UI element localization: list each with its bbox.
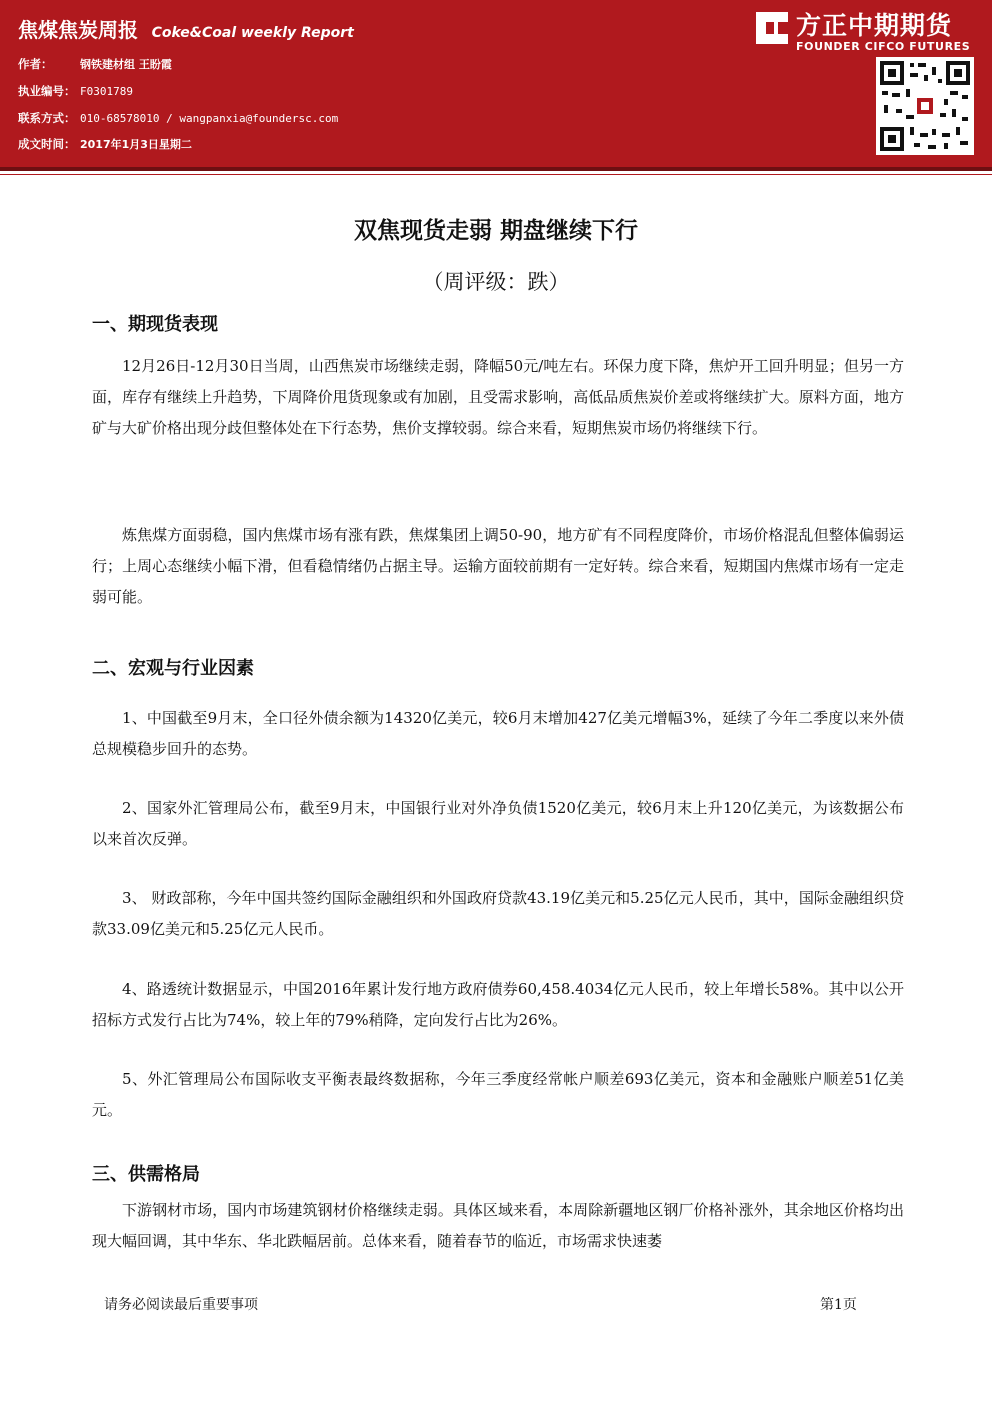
author-label: 作者： xyxy=(18,57,53,71)
header-rule xyxy=(0,167,992,171)
paragraph: 12月26日-12月30日当周，山西焦炭市场继续走弱，降幅50元/吨左右。环保力度下降，焦炉开工回升明显；但另一方面，库存有继续上升趋势，下周降价甩货现象或有加剧，且受需求影响，高低品质焦炭价差或将继续扩大。原料方面，地方矿与大矿价格出现分歧但整体处在下行态势，焦价支撑较弱。综合来看，短期焦炭市场仍将继续下行。 xyxy=(92,357,904,437)
license-value: F0301789 xyxy=(80,85,133,98)
report-title xyxy=(18,14,354,43)
qr-code xyxy=(876,57,974,155)
logo-text-en: FOUNDER CIFCO FUTURES xyxy=(796,40,971,53)
contact-row xyxy=(18,110,338,126)
contact-value: 010-68578010 / wangpanxia@foundersc.com xyxy=(80,112,339,125)
date-row xyxy=(18,136,192,152)
footer-notice: 请务必阅读最后重要事项 xyxy=(104,1297,258,1313)
weekly-rating: （周评级：跌） xyxy=(422,270,570,294)
report-header xyxy=(0,0,992,167)
date-label: 成文时间： xyxy=(18,137,76,151)
author-row xyxy=(18,56,172,72)
logo-mark-icon xyxy=(754,10,790,46)
paragraph: 4、路透统计数据显示，中国2016年累计发行地方政府债券60,458.4034亿元人民币，较上年增长58%。其中以公开招标方式发行占比为74%，较上年的79%稍降，定向发行占比为26%。 xyxy=(92,980,904,1029)
header-rule-thin xyxy=(0,174,992,175)
paragraph: 炼焦煤方面弱稳，国内焦煤市场有涨有跌，焦煤集团上调50-90，地方矿有不同程度降价，市场价格混乱但整体偏弱运行；上周心态继续小幅下滑，但看稳情绪仍占据主导。运输方面较前期有一定好转。综合来看，短期国内焦煤市场有一定走弱可能。 xyxy=(92,526,904,606)
report-title-en: Coke&Coal weekly Report xyxy=(151,25,354,41)
paragraph: 5、外汇管理局公布国际收支平衡表最终数据称，今年三季度经常帐户顺差693亿美元，资本和金融账户顺差51亿美元。 xyxy=(92,1070,904,1119)
section-heading-2: 二、宏观与行业因素 xyxy=(92,658,254,679)
contact-label: 联系方式： xyxy=(18,111,76,125)
paragraph: 下游钢材市场，国内市场建筑钢材价格继续走弱。具体区域来看，本周除新疆地区钢厂价格补涨外，其余地区价格均出现大幅回调，其中华东、华北跌幅居前。总体来看，随着春节的临近，市场需求快速萎 xyxy=(92,1201,904,1250)
logo-text-cn: 方正中期期货 xyxy=(796,11,953,40)
company-logo xyxy=(750,6,980,56)
paragraph: 3、 财政部称，今年中国共签约国际金融组织和外国政府贷款43.19亿美元和5.25亿元人民币，其中，国际金融组织贷款33.09亿美元和5.25亿元人民币。 xyxy=(92,889,904,938)
paragraph: 1、中国截至9月末，全口径外债余额为14320亿美元，较6月末增加427亿美元增幅3%，延续了今年二季度以来外债总规模稳步回升的态势。 xyxy=(92,709,904,758)
license-label: 执业编号： xyxy=(18,84,76,98)
date-value: 2017年1月3日星期二 xyxy=(80,138,192,151)
author-value: 钢铁建材组 王盼霞 xyxy=(80,58,172,71)
document-title: 双焦现货走弱 期盘继续下行 xyxy=(353,218,638,244)
qr-code-icon xyxy=(880,61,970,151)
page-number: 第1页 xyxy=(820,1297,857,1313)
report-title-cn: 焦煤焦炭周报 xyxy=(18,18,138,42)
section-heading-3: 三、供需格局 xyxy=(92,1164,200,1185)
section-heading-1: 一、期现货表现 xyxy=(92,314,218,335)
paragraph: 2、国家外汇管理局公布，截至9月末，中国银行业对外净负债1520亿美元，较6月末上升120亿美元，为该数据公布以来首次反弹。 xyxy=(92,799,904,848)
license-row xyxy=(18,83,133,99)
